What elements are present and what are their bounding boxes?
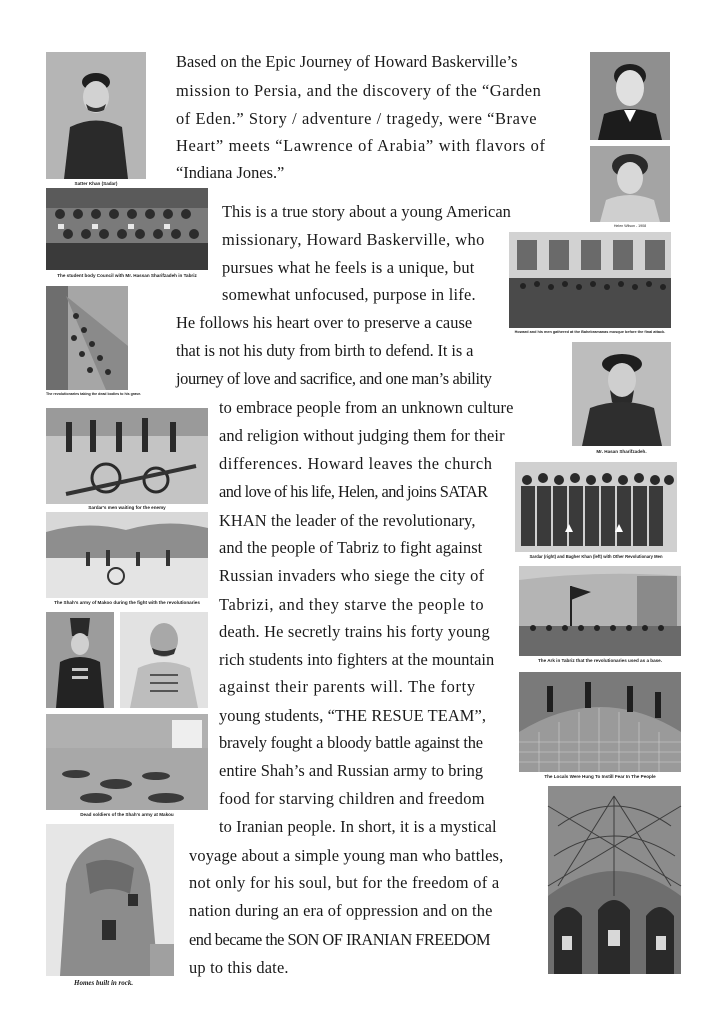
caption-sardar-baghar: Sardar (right) and Bagher Khan (left) with Other Revolutionary Men [529, 554, 663, 559]
caption-student-council: The student body Council with Mr. Hassan Sharifzadeh in Tabriz [57, 273, 197, 278]
text-line: rich students into fighters at the mountain [219, 650, 495, 669]
text-line: somewhat unfocused, purpose in life. [222, 285, 476, 304]
caption-sardar-men: Sardar's men waiting for the enemy [88, 505, 166, 510]
caption-revolutionaries-funeral: The revolutionaries taking the dead bodies to his grave. [46, 392, 142, 396]
text-line: Based on the Epic Journey of Howard Baskerville’s [176, 52, 518, 71]
photo-satter-khan [46, 52, 146, 179]
text-line: entire Shah’s and Russian army to bring [219, 761, 484, 780]
photo-officer-left [46, 612, 114, 708]
text-line: Tabrizi, and they starve the people to [219, 595, 485, 614]
text-line: voyage about a simple young man who battles, [189, 846, 504, 865]
text-line: KHAN the leader of the revolutionary, [219, 511, 476, 530]
caption-dead-soldiers: Dead soldiers of the Shah's army at Makou [80, 812, 174, 817]
text-line: death. He secretly trains his forty young [219, 622, 490, 641]
photo-dead-soldiers [46, 714, 208, 810]
text-line: journey of love and sacrifice, and one man’s ability [176, 369, 492, 388]
text-line: young students, “THE RESUE TEAM”, [219, 706, 487, 725]
text-line: that is not his duty from birth to defend. It is a [176, 341, 474, 360]
text-line: Russian invaders who siege the city of [219, 566, 485, 585]
text-line: mission to Persia, and the discovery of the “Garden [176, 81, 542, 100]
photo-officer-right [120, 612, 208, 708]
text-line: Heart” meets “Lawrence of Arabia” with flavors of [176, 136, 546, 155]
photo-helen [590, 146, 670, 222]
text-line: differences. Howard leaves the church [219, 454, 493, 473]
text-line: “Indiana Jones.” [176, 163, 285, 182]
photo-bazaar-dome [548, 786, 681, 974]
caption-satter-khan: Satter Khan (Sadar) [74, 181, 118, 186]
text-line: and love of his life, Helen, and joins SATAR [219, 482, 488, 501]
text-line: missionary, Howard Baskerville, who [222, 230, 485, 249]
caption-shah-army-makoo: The Shah's army of Makoo during the fight with the revolutionaries [54, 600, 200, 605]
text-line: This is a true story about a young American [222, 202, 511, 221]
text-line: and the people of Tabriz to fight against [219, 538, 483, 557]
photo-homes-rock [46, 824, 174, 976]
text-line: against their parents will. The forty [219, 677, 476, 696]
text-line: not only for his soul, but for the freedom of a [189, 873, 500, 892]
photo-ark-tabriz [519, 566, 681, 656]
photo-sardar-men [46, 408, 208, 504]
photo-howard-baskerville [590, 52, 670, 140]
text-line: bravely fought a bloody battle against the [219, 733, 483, 752]
text-line: to embrace people from an unknown culture [219, 398, 514, 417]
caption-ark-tabriz: The Ark in Tabriz that the revolutionaries used as a base. [537, 658, 663, 663]
photo-student-council [46, 188, 208, 270]
photo-hasan-sharifzadeh [572, 342, 671, 446]
caption-homes-rock: Homes built in rock. [74, 979, 134, 987]
photo-shah-army-makoo [46, 512, 208, 598]
caption-locals-hung: The Locals Were Hung To Instill Fear In The People [544, 774, 656, 779]
text-line: food for starving children and freedom [219, 789, 485, 808]
photo-howard-men [509, 232, 671, 328]
text-line: of Eden.” Story / adventure / tragedy, were “Brave [176, 109, 538, 128]
caption-howard-men: Howard and his men gathered at the Bahebramanas mosque before the final attack. [514, 330, 666, 334]
text-line: up to this date. [189, 958, 289, 977]
photo-locals-hung [519, 672, 681, 772]
text-line: He follows his heart over to preserve a cause [176, 313, 473, 332]
text-line: and religion without judging them for their [219, 426, 505, 445]
text-line: nation during an era of oppression and on the [189, 901, 493, 920]
caption-hasan-sharifzadeh: Mr. Hasan Sharifzadeh. [596, 449, 647, 454]
text-line: to Iranian people. In short, it is a mystical [219, 817, 497, 836]
text-line: pursues what he feels is a unique, but [222, 258, 475, 277]
caption-helen: Helen Wilson - 1908 [613, 224, 647, 228]
text-line: end became the SON OF IRANIAN FREEDOM [189, 930, 491, 949]
photo-revolutionaries-funeral [46, 286, 128, 390]
photo-sardar-baghar [515, 462, 677, 552]
